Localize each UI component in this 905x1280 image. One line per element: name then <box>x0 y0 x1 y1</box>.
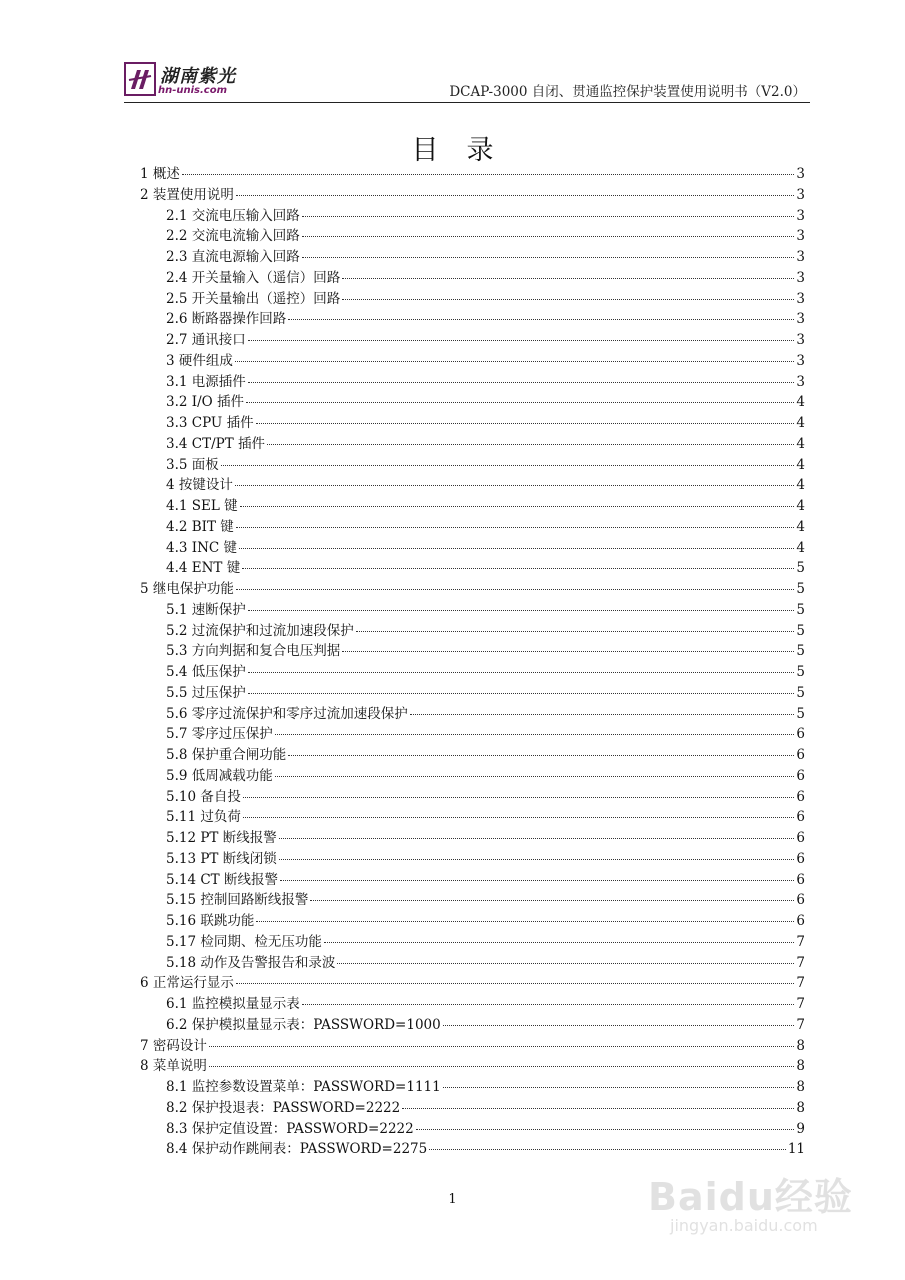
toc-entry-label: 2.7 通讯接口 <box>166 332 246 348</box>
toc-entry-label: 3 硬件组成 <box>166 352 233 369</box>
toc-entry-label: 5.14 CT 断线报警 <box>166 871 278 888</box>
toc-entry-page: 5 <box>796 684 805 701</box>
toc-dot-leader <box>402 1108 794 1109</box>
toc-entry[interactable] <box>140 475 805 496</box>
toc-entry-label: 7 密码设计 <box>140 1037 207 1054</box>
toc-entry-label: 5.8 保护重合闸功能 <box>166 747 287 763</box>
toc-entry[interactable] <box>140 641 805 662</box>
toc-entry-label: 3.4 CT/PT 插件 <box>166 435 266 452</box>
toc-entry-label: 5.2 过流保护和过流加速段保护 <box>166 622 354 639</box>
toc-entry[interactable] <box>140 973 805 994</box>
toc-dot-leader <box>239 548 794 549</box>
toc-dot-leader <box>248 693 795 694</box>
toc-entry-page: 4 <box>796 518 805 535</box>
table-of-contents <box>140 164 805 1160</box>
toc-dot-leader <box>246 402 794 403</box>
toc-entry[interactable] <box>140 434 805 455</box>
toc-entry-page: 4 <box>796 477 805 494</box>
toc-dot-leader <box>302 236 795 237</box>
toc-dot-leader <box>342 278 794 279</box>
toc-entry-label: 4.4 ENT 键 <box>166 560 241 577</box>
toc-entry[interactable] <box>140 994 805 1015</box>
toc-entry[interactable] <box>140 1015 805 1036</box>
toc-dot-leader <box>242 568 794 569</box>
toc-entry[interactable] <box>140 309 805 330</box>
toc-entry-page: 4 <box>796 394 805 411</box>
toc-dot-leader <box>248 340 795 341</box>
toc-entry[interactable] <box>140 1036 805 1057</box>
toc-entry[interactable] <box>140 1077 805 1098</box>
toc-entry-label: 2.3 直流电源输入回路 <box>166 249 300 265</box>
toc-entry[interactable] <box>140 351 805 372</box>
toc-entry-label: 4.3 INC 键 <box>166 539 238 556</box>
toc-entry-label: 5.12 PT 断线报警 <box>166 830 277 846</box>
toc-entry[interactable] <box>140 330 805 351</box>
toc-entry-label: 5.10 备自投 <box>166 788 241 805</box>
toc-entry[interactable] <box>140 683 805 704</box>
toc-entry[interactable] <box>140 496 805 517</box>
logo-url: hn-unis.com <box>158 85 228 96</box>
toc-dot-leader <box>280 880 794 881</box>
toc-entry-label: 6.1 监控模拟量显示表 <box>166 996 300 1012</box>
toc-entry-label: 3.3 CPU 插件 <box>166 415 254 431</box>
toc-entry-label: 8.4 保护动作跳闸表：PASSWORD=2275 <box>166 1141 428 1158</box>
toc-entry-label: 5.15 控制回路断线报警 <box>166 892 309 909</box>
toc-entry-label: 8.1 监控参数设置菜单：PASSWORD=1111 <box>166 1079 441 1095</box>
toc-entry-label: 8.2 保护投退表：PASSWORD=2222 <box>166 1099 401 1116</box>
toc-entry-page: 5 <box>796 622 805 639</box>
toc-entry[interactable] <box>140 911 805 932</box>
toc-entry[interactable] <box>140 579 805 600</box>
toc-entry[interactable] <box>140 1056 805 1077</box>
toc-entry[interactable] <box>140 870 805 891</box>
toc-entry-page: 8 <box>796 1099 805 1116</box>
toc-entry[interactable] <box>140 662 805 683</box>
toc-entry[interactable] <box>140 724 805 745</box>
toc-dot-leader <box>243 797 795 798</box>
toc-entry-label: 2 装置使用说明 <box>140 186 234 203</box>
toc-entry-page: 4 <box>796 539 805 556</box>
header-divider <box>124 102 810 103</box>
toc-entry-page: 3 <box>796 207 805 224</box>
toc-entry[interactable] <box>140 621 805 642</box>
toc-dot-leader <box>324 942 795 943</box>
toc-entry-label: 1 概述 <box>140 166 180 182</box>
toc-entry-page: 3 <box>796 269 805 286</box>
document-title: DCAP-3000 自闭、贯通监控保护装置使用说明书（V2.0） <box>449 84 806 100</box>
toc-entry-page: 6 <box>796 747 805 763</box>
toc-entry-label: 5.9 低周减载功能 <box>166 767 273 784</box>
toc-entry[interactable] <box>140 932 805 953</box>
toc-entry-label: 5.7 零序过压保护 <box>166 726 273 743</box>
toc-dot-leader <box>279 838 795 839</box>
toc-entry-page: 7 <box>796 975 805 992</box>
toc-dot-leader <box>235 361 795 362</box>
toc-entry-page: 5 <box>796 705 805 722</box>
toc-entry-page: 3 <box>796 166 805 182</box>
toc-entry[interactable] <box>140 206 805 227</box>
toc-dot-leader <box>275 776 795 777</box>
toc-entry[interactable] <box>140 413 805 434</box>
toc-entry-label: 5.18 动作及告警报告和录波 <box>166 954 336 971</box>
toc-entry[interactable] <box>140 766 805 787</box>
toc-dot-leader <box>236 983 795 984</box>
toc-dot-leader <box>342 299 794 300</box>
toc-entry[interactable] <box>140 455 805 476</box>
toc-dot-leader <box>182 174 795 175</box>
toc-entry-label: 6 正常运行显示 <box>140 975 234 992</box>
toc-dot-leader <box>288 319 794 320</box>
toc-entry-label: 5.3 方向判据和复合电压判据 <box>166 643 341 660</box>
toc-entry-page: 5 <box>796 664 805 680</box>
toc-entry-label: 8 菜单说明 <box>140 1058 207 1075</box>
toc-entry-label: 5.16 联跳功能 <box>166 913 255 929</box>
toc-entry[interactable] <box>140 745 805 766</box>
toc-entry-page: 4 <box>796 456 805 473</box>
toc-entry-page: 3 <box>796 352 805 369</box>
toc-entry-label: 5.5 过压保护 <box>166 684 246 701</box>
toc-entry-label: 5.13 PT 断线闭锁 <box>166 850 277 867</box>
toc-entry-label: 4 按键设计 <box>166 477 233 494</box>
toc-dot-leader <box>209 1066 795 1067</box>
toc-entry-page: 9 <box>796 1120 805 1137</box>
toc-dot-leader <box>288 755 794 756</box>
company-logo <box>124 62 254 102</box>
toc-dot-leader <box>279 859 795 860</box>
toc-dot-leader <box>443 1087 795 1088</box>
toc-entry-label: 5.6 零序过流保护和零序过流加速段保护 <box>166 705 408 722</box>
toc-dot-leader <box>302 1004 795 1005</box>
toc-entry[interactable] <box>140 558 805 579</box>
toc-entry-label: 4.1 SEL 键 <box>166 498 238 514</box>
toc-entry-label: 5.4 低压保护 <box>166 664 246 680</box>
toc-entry-label: 5.11 过负荷 <box>166 809 241 826</box>
toc-entry-page: 5 <box>796 581 805 597</box>
toc-entry[interactable] <box>140 1098 805 1119</box>
toc-dot-leader <box>221 465 795 466</box>
toc-dot-leader <box>235 485 795 486</box>
toc-dot-leader <box>337 963 794 964</box>
toc-dot-leader <box>342 651 794 652</box>
toc-entry-page: 3 <box>796 332 805 348</box>
toc-entry-label: 8.3 保护定值设置：PASSWORD=2222 <box>166 1120 414 1137</box>
toc-dot-leader <box>310 900 794 901</box>
baidu-watermark <box>640 1166 860 1246</box>
toc-entry-page: 4 <box>796 498 805 514</box>
toc-entry-page: 5 <box>796 560 805 577</box>
toc-entry-page: 6 <box>796 767 805 784</box>
toc-title: 目录 <box>411 135 522 166</box>
toc-dot-leader <box>302 257 795 258</box>
toc-entry[interactable] <box>140 185 805 206</box>
toc-dot-leader <box>236 527 795 528</box>
toc-entry-label: 3.1 电源插件 <box>166 373 246 390</box>
page-number: 1 <box>448 1192 457 1207</box>
toc-entry[interactable] <box>140 517 805 538</box>
toc-entry[interactable] <box>140 787 805 808</box>
toc-entry-page: 8 <box>796 1037 805 1054</box>
toc-dot-leader <box>256 921 794 922</box>
toc-entry-label: 5.17 检同期、检无压功能 <box>166 933 322 950</box>
page-header <box>124 58 810 104</box>
toc-entry[interactable] <box>140 1119 805 1140</box>
toc-entry-page: 8 <box>796 1079 805 1095</box>
toc-entry-label: 5.1 速断保护 <box>166 601 246 618</box>
toc-dot-leader <box>209 1046 795 1047</box>
toc-entry-page: 7 <box>796 1016 805 1033</box>
toc-entry-page: 3 <box>796 290 805 307</box>
toc-dot-leader <box>236 589 795 590</box>
toc-dot-leader <box>248 672 795 673</box>
toc-entry-page: 7 <box>796 954 805 971</box>
toc-entry-page: 6 <box>796 892 805 909</box>
toc-entry-page: 6 <box>796 871 805 888</box>
toc-entry[interactable] <box>140 953 805 974</box>
toc-entry[interactable] <box>140 704 805 725</box>
toc-dot-leader <box>443 1025 795 1026</box>
toc-entry[interactable] <box>140 247 805 268</box>
toc-entry-page: 3 <box>796 228 805 245</box>
toc-entry[interactable] <box>140 600 805 621</box>
logo-text: 湖南紫光 <box>160 66 236 87</box>
toc-entry-page: 7 <box>796 996 805 1012</box>
toc-dot-leader <box>429 1149 786 1150</box>
toc-entry-page: 3 <box>796 373 805 390</box>
toc-entry[interactable] <box>140 164 805 185</box>
toc-dot-leader <box>236 195 795 196</box>
toc-dot-leader <box>256 423 795 424</box>
toc-dot-leader <box>267 444 794 445</box>
toc-entry-page: 7 <box>796 933 805 950</box>
toc-entry[interactable] <box>140 890 805 911</box>
toc-dot-leader <box>356 631 795 632</box>
toc-entry[interactable] <box>140 289 805 310</box>
toc-entry-label: 2.4 开关量输入（遥信）回路 <box>166 269 341 286</box>
toc-entry-page: 5 <box>796 601 805 618</box>
toc-entry-page: 6 <box>796 850 805 867</box>
toc-entry-label: 2.2 交流电流输入回路 <box>166 228 300 245</box>
toc-entry-label: 5 继电保护功能 <box>140 581 234 597</box>
toc-dot-leader <box>248 610 795 611</box>
toc-entry-label: 2.6 断路器操作回路 <box>166 311 287 328</box>
toc-dot-leader <box>416 1129 795 1130</box>
toc-dot-leader <box>410 714 795 715</box>
toc-entry[interactable] <box>140 1139 805 1160</box>
toc-entry[interactable] <box>140 849 805 870</box>
toc-entry-page: 3 <box>796 249 805 265</box>
toc-entry[interactable] <box>140 392 805 413</box>
watermark-logo: Baidu经验 <box>648 1175 853 1219</box>
toc-entry-label: 4.2 BIT 键 <box>166 518 234 535</box>
toc-dot-leader <box>243 817 795 818</box>
toc-entry-page: 6 <box>796 913 805 929</box>
toc-entry-page: 4 <box>796 415 805 431</box>
toc-entry-page: 4 <box>796 435 805 452</box>
toc-entry-page: 6 <box>796 830 805 846</box>
toc-entry[interactable] <box>140 372 805 393</box>
toc-entry-label: 2.5 开关量输出（遥控）回路 <box>166 290 341 307</box>
toc-entry-label: 3.5 面板 <box>166 456 219 473</box>
toc-dot-leader <box>302 216 795 217</box>
toc-entry-page: 3 <box>796 311 805 328</box>
watermark-url: jingyan.baidu.com <box>670 1216 818 1235</box>
toc-entry[interactable] <box>140 807 805 828</box>
toc-entry-label: 3.2 I/O 插件 <box>166 394 245 411</box>
toc-dot-leader <box>248 382 795 383</box>
toc-dot-leader <box>240 506 795 507</box>
toc-entry-page: 5 <box>796 643 805 660</box>
toc-entry-page: 3 <box>796 186 805 203</box>
toc-entry-page: 6 <box>796 788 805 805</box>
logo-mark-icon <box>124 62 156 96</box>
toc-entry-label: 2.1 交流电压输入回路 <box>166 207 300 224</box>
toc-entry-page: 8 <box>796 1058 805 1075</box>
toc-entry-page: 11 <box>787 1141 805 1158</box>
toc-entry[interactable] <box>140 828 805 849</box>
toc-entry-label: 6.2 保护模拟量显示表：PASSWORD=1000 <box>166 1016 441 1033</box>
toc-entry[interactable] <box>140 268 805 289</box>
toc-entry-page: 6 <box>796 726 805 743</box>
toc-entry[interactable] <box>140 226 805 247</box>
toc-entry-page: 6 <box>796 809 805 826</box>
toc-dot-leader <box>275 734 795 735</box>
toc-entry[interactable] <box>140 538 805 559</box>
